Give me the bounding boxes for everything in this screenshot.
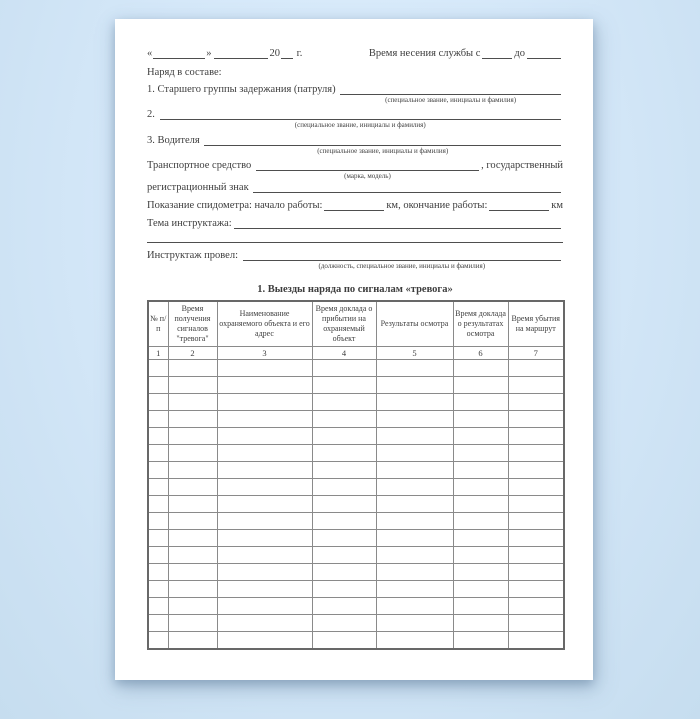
empty-cell — [312, 496, 376, 513]
member-2-blank — [160, 109, 562, 120]
empty-cell — [453, 428, 508, 445]
header-cell-6: Время доклада о результатах осмотра — [453, 301, 508, 347]
empty-cell — [508, 513, 564, 530]
empty-cell — [376, 581, 453, 598]
empty-row — [148, 632, 564, 650]
empty-cell — [217, 581, 312, 598]
empty-cell — [376, 360, 453, 377]
empty-cell — [312, 479, 376, 496]
header-cell-3: Наименование охраняемого объекта и его адрес — [217, 301, 312, 347]
empty-cell — [217, 360, 312, 377]
empty-cell — [312, 411, 376, 428]
topic-row — [147, 217, 563, 230]
empty-cell — [453, 632, 508, 650]
column-number-cell-7: 7 — [508, 347, 564, 360]
member-1-blank — [340, 84, 561, 95]
speedometer-row — [147, 199, 563, 212]
empty-cell — [217, 428, 312, 445]
empty-cell — [168, 479, 217, 496]
transport-caption-row — [147, 172, 563, 181]
year-blank — [281, 48, 293, 59]
topic-label: Тема инструктажа: — [147, 218, 232, 229]
empty-cell — [312, 564, 376, 581]
empty-cell — [148, 496, 168, 513]
empty-cell — [508, 428, 564, 445]
empty-row — [148, 615, 564, 632]
empty-cell — [508, 547, 564, 564]
empty-cell — [168, 411, 217, 428]
empty-cell — [376, 462, 453, 479]
open-quote: « — [147, 48, 153, 59]
instructor-blank — [243, 250, 561, 261]
empty-cell — [168, 377, 217, 394]
date-month-blank — [214, 48, 268, 59]
empty-cell — [168, 598, 217, 615]
speedometer-km-label: км — [551, 200, 564, 211]
empty-cell — [148, 394, 168, 411]
empty-cell — [376, 547, 453, 564]
empty-cell — [312, 360, 376, 377]
member-2-caption: (специальное звание, инициалы и фамилия) — [294, 121, 426, 129]
member-1-label: 1. Старшего группы задержания (патруля) — [147, 84, 339, 95]
member-3-blank — [204, 135, 561, 146]
empty-cell — [168, 462, 217, 479]
empty-cell — [376, 445, 453, 462]
empty-row — [148, 496, 564, 513]
squad-label — [147, 66, 563, 79]
member-2-row — [147, 108, 563, 121]
header-cell-1: № п/п — [148, 301, 168, 347]
empty-cell — [508, 462, 564, 479]
duty-time-to-blank — [527, 48, 561, 59]
empty-cell — [453, 360, 508, 377]
empty-cell — [217, 513, 312, 530]
member-2-label: 2. — [147, 109, 158, 120]
duty-time-label: Время несения службы с — [368, 48, 481, 59]
speedometer-start-blank — [324, 200, 384, 211]
empty-row — [148, 360, 564, 377]
transport-suffix: , государственный — [481, 160, 563, 171]
empty-row — [148, 564, 564, 581]
empty-cell — [148, 445, 168, 462]
table-title: 1. Выезды наряда по сигналам «тревога» — [257, 284, 453, 295]
empty-cell — [508, 632, 564, 650]
empty-cell — [148, 411, 168, 428]
column-number-cell-1: 1 — [148, 347, 168, 360]
empty-cell — [217, 547, 312, 564]
empty-cell — [148, 462, 168, 479]
empty-cell — [508, 411, 564, 428]
empty-cell — [312, 462, 376, 479]
instructor-caption: (должность, специальное звание, инициалы и фамилия) — [318, 262, 486, 270]
empty-cell — [508, 598, 564, 615]
column-number-cell-4: 4 — [312, 347, 376, 360]
empty-cell — [508, 581, 564, 598]
speedometer-end-blank — [489, 200, 549, 211]
empty-cell — [168, 428, 217, 445]
column-number-cell-6: 6 — [453, 347, 508, 360]
header-cell-2: Время получения сигналов "тревога" — [168, 301, 217, 347]
empty-cell — [312, 615, 376, 632]
empty-cell — [453, 581, 508, 598]
topic-blank — [234, 218, 561, 229]
member-2-caption-row — [147, 121, 563, 130]
document-page — [115, 19, 593, 680]
topic-blank-line2 — [147, 239, 563, 243]
empty-cell — [168, 445, 217, 462]
instructor-row — [147, 249, 563, 262]
empty-row — [148, 598, 564, 615]
empty-row — [148, 530, 564, 547]
empty-row — [148, 479, 564, 496]
member-3-caption-row — [147, 147, 563, 156]
squad-label-text: Наряд в составе: — [147, 67, 222, 78]
registration-label: регистрационный знак — [147, 182, 252, 193]
year-suffix: г. — [294, 48, 303, 59]
empty-cell — [168, 513, 217, 530]
empty-cell — [376, 615, 453, 632]
empty-cell — [508, 377, 564, 394]
empty-cell — [376, 377, 453, 394]
empty-cell — [168, 615, 217, 632]
year-prefix: 20 — [269, 48, 280, 59]
empty-row — [148, 445, 564, 462]
empty-cell — [453, 479, 508, 496]
empty-cell — [376, 564, 453, 581]
empty-cell — [453, 530, 508, 547]
empty-row — [148, 462, 564, 479]
empty-cell — [168, 496, 217, 513]
transport-caption: (марка, модель) — [344, 172, 391, 180]
empty-cell — [217, 598, 312, 615]
empty-cell — [148, 581, 168, 598]
empty-cell — [148, 513, 168, 530]
column-number-cell-5: 5 — [376, 347, 453, 360]
empty-cell — [453, 377, 508, 394]
empty-cell — [376, 479, 453, 496]
date-duty-row — [147, 47, 563, 60]
empty-row — [148, 394, 564, 411]
empty-cell — [148, 428, 168, 445]
transport-label: Транспортное средство — [147, 160, 254, 171]
empty-cell — [148, 479, 168, 496]
empty-cell — [453, 598, 508, 615]
alarm-table — [147, 300, 565, 650]
empty-cell — [312, 445, 376, 462]
empty-row — [148, 377, 564, 394]
empty-cell — [312, 598, 376, 615]
empty-cell — [453, 564, 508, 581]
column-number-cell-2: 2 — [168, 347, 217, 360]
member-3-caption: (специальное звание, инициалы и фамилия) — [317, 147, 449, 155]
empty-cell — [453, 411, 508, 428]
empty-cell — [312, 394, 376, 411]
duty-time-from-blank — [482, 48, 512, 59]
empty-cell — [312, 513, 376, 530]
empty-cell — [312, 632, 376, 650]
header-cell-4: Время доклада о прибытии на охраняемый объект — [312, 301, 376, 347]
empty-cell — [148, 632, 168, 650]
empty-cell — [508, 530, 564, 547]
empty-cell — [217, 615, 312, 632]
empty-row — [148, 513, 564, 530]
empty-row — [148, 581, 564, 598]
date-day-blank — [153, 48, 205, 59]
registration-blank — [253, 182, 561, 193]
transport-blank — [256, 160, 479, 171]
empty-cell — [376, 428, 453, 445]
speedometer-mid-label: км, окончание работы: — [386, 200, 488, 211]
empty-cell — [312, 428, 376, 445]
empty-cell — [376, 598, 453, 615]
empty-cell — [508, 360, 564, 377]
empty-row — [148, 547, 564, 564]
empty-cell — [168, 394, 217, 411]
empty-cell — [376, 513, 453, 530]
empty-cell — [312, 581, 376, 598]
empty-cell — [217, 411, 312, 428]
empty-cell — [168, 581, 217, 598]
empty-cell — [508, 564, 564, 581]
empty-cell — [376, 394, 453, 411]
empty-cell — [508, 496, 564, 513]
registration-row — [147, 181, 563, 194]
transport-row — [147, 159, 563, 172]
empty-cell — [453, 462, 508, 479]
header-row — [148, 301, 564, 347]
empty-cell — [217, 445, 312, 462]
speedometer-label: Показание спидометра: начало работы: — [147, 200, 323, 211]
member-1-caption: (специальное звание, инициалы и фамилия) — [385, 96, 517, 104]
empty-cell — [217, 394, 312, 411]
empty-cell — [217, 377, 312, 394]
empty-cell — [376, 632, 453, 650]
instructor-label: Инструктаж провел: — [147, 250, 241, 261]
empty-cell — [312, 377, 376, 394]
alarm-table-body — [148, 301, 564, 649]
empty-cell — [168, 632, 217, 650]
empty-cell — [312, 530, 376, 547]
close-quote: » — [206, 48, 212, 59]
header-cell-7: Время убытия на маршрут — [508, 301, 564, 347]
empty-cell — [217, 564, 312, 581]
empty-cell — [168, 360, 217, 377]
empty-cell — [217, 462, 312, 479]
empty-cell — [168, 564, 217, 581]
member-1-caption-row — [147, 96, 563, 105]
empty-cell — [148, 598, 168, 615]
empty-cell — [168, 547, 217, 564]
empty-cell — [148, 547, 168, 564]
empty-cell — [453, 513, 508, 530]
empty-cell — [453, 394, 508, 411]
empty-cell — [312, 547, 376, 564]
instructor-caption-row — [147, 262, 563, 271]
empty-cell — [508, 615, 564, 632]
member-1-row — [147, 83, 563, 96]
empty-cell — [508, 445, 564, 462]
empty-cell — [453, 547, 508, 564]
empty-cell — [148, 360, 168, 377]
empty-cell — [376, 411, 453, 428]
empty-cell — [217, 496, 312, 513]
empty-row — [148, 411, 564, 428]
empty-cell — [217, 632, 312, 650]
date-field — [147, 47, 302, 60]
empty-cell — [148, 377, 168, 394]
empty-cell — [508, 479, 564, 496]
empty-row — [148, 428, 564, 445]
empty-cell — [376, 530, 453, 547]
duty-time-field — [369, 47, 563, 60]
empty-cell — [453, 496, 508, 513]
member-3-label: 3. Водителя — [147, 135, 203, 146]
empty-cell — [148, 530, 168, 547]
column-number-row — [148, 347, 564, 360]
empty-cell — [508, 394, 564, 411]
member-3-row — [147, 134, 563, 147]
empty-cell — [453, 615, 508, 632]
empty-cell — [217, 530, 312, 547]
empty-cell — [376, 496, 453, 513]
column-number-cell-3: 3 — [217, 347, 312, 360]
empty-cell — [168, 530, 217, 547]
empty-cell — [148, 564, 168, 581]
empty-cell — [217, 479, 312, 496]
empty-cell — [148, 615, 168, 632]
empty-cell — [453, 445, 508, 462]
header-cell-5: Результаты осмотра — [376, 301, 453, 347]
duty-time-to-label: до — [514, 48, 525, 59]
